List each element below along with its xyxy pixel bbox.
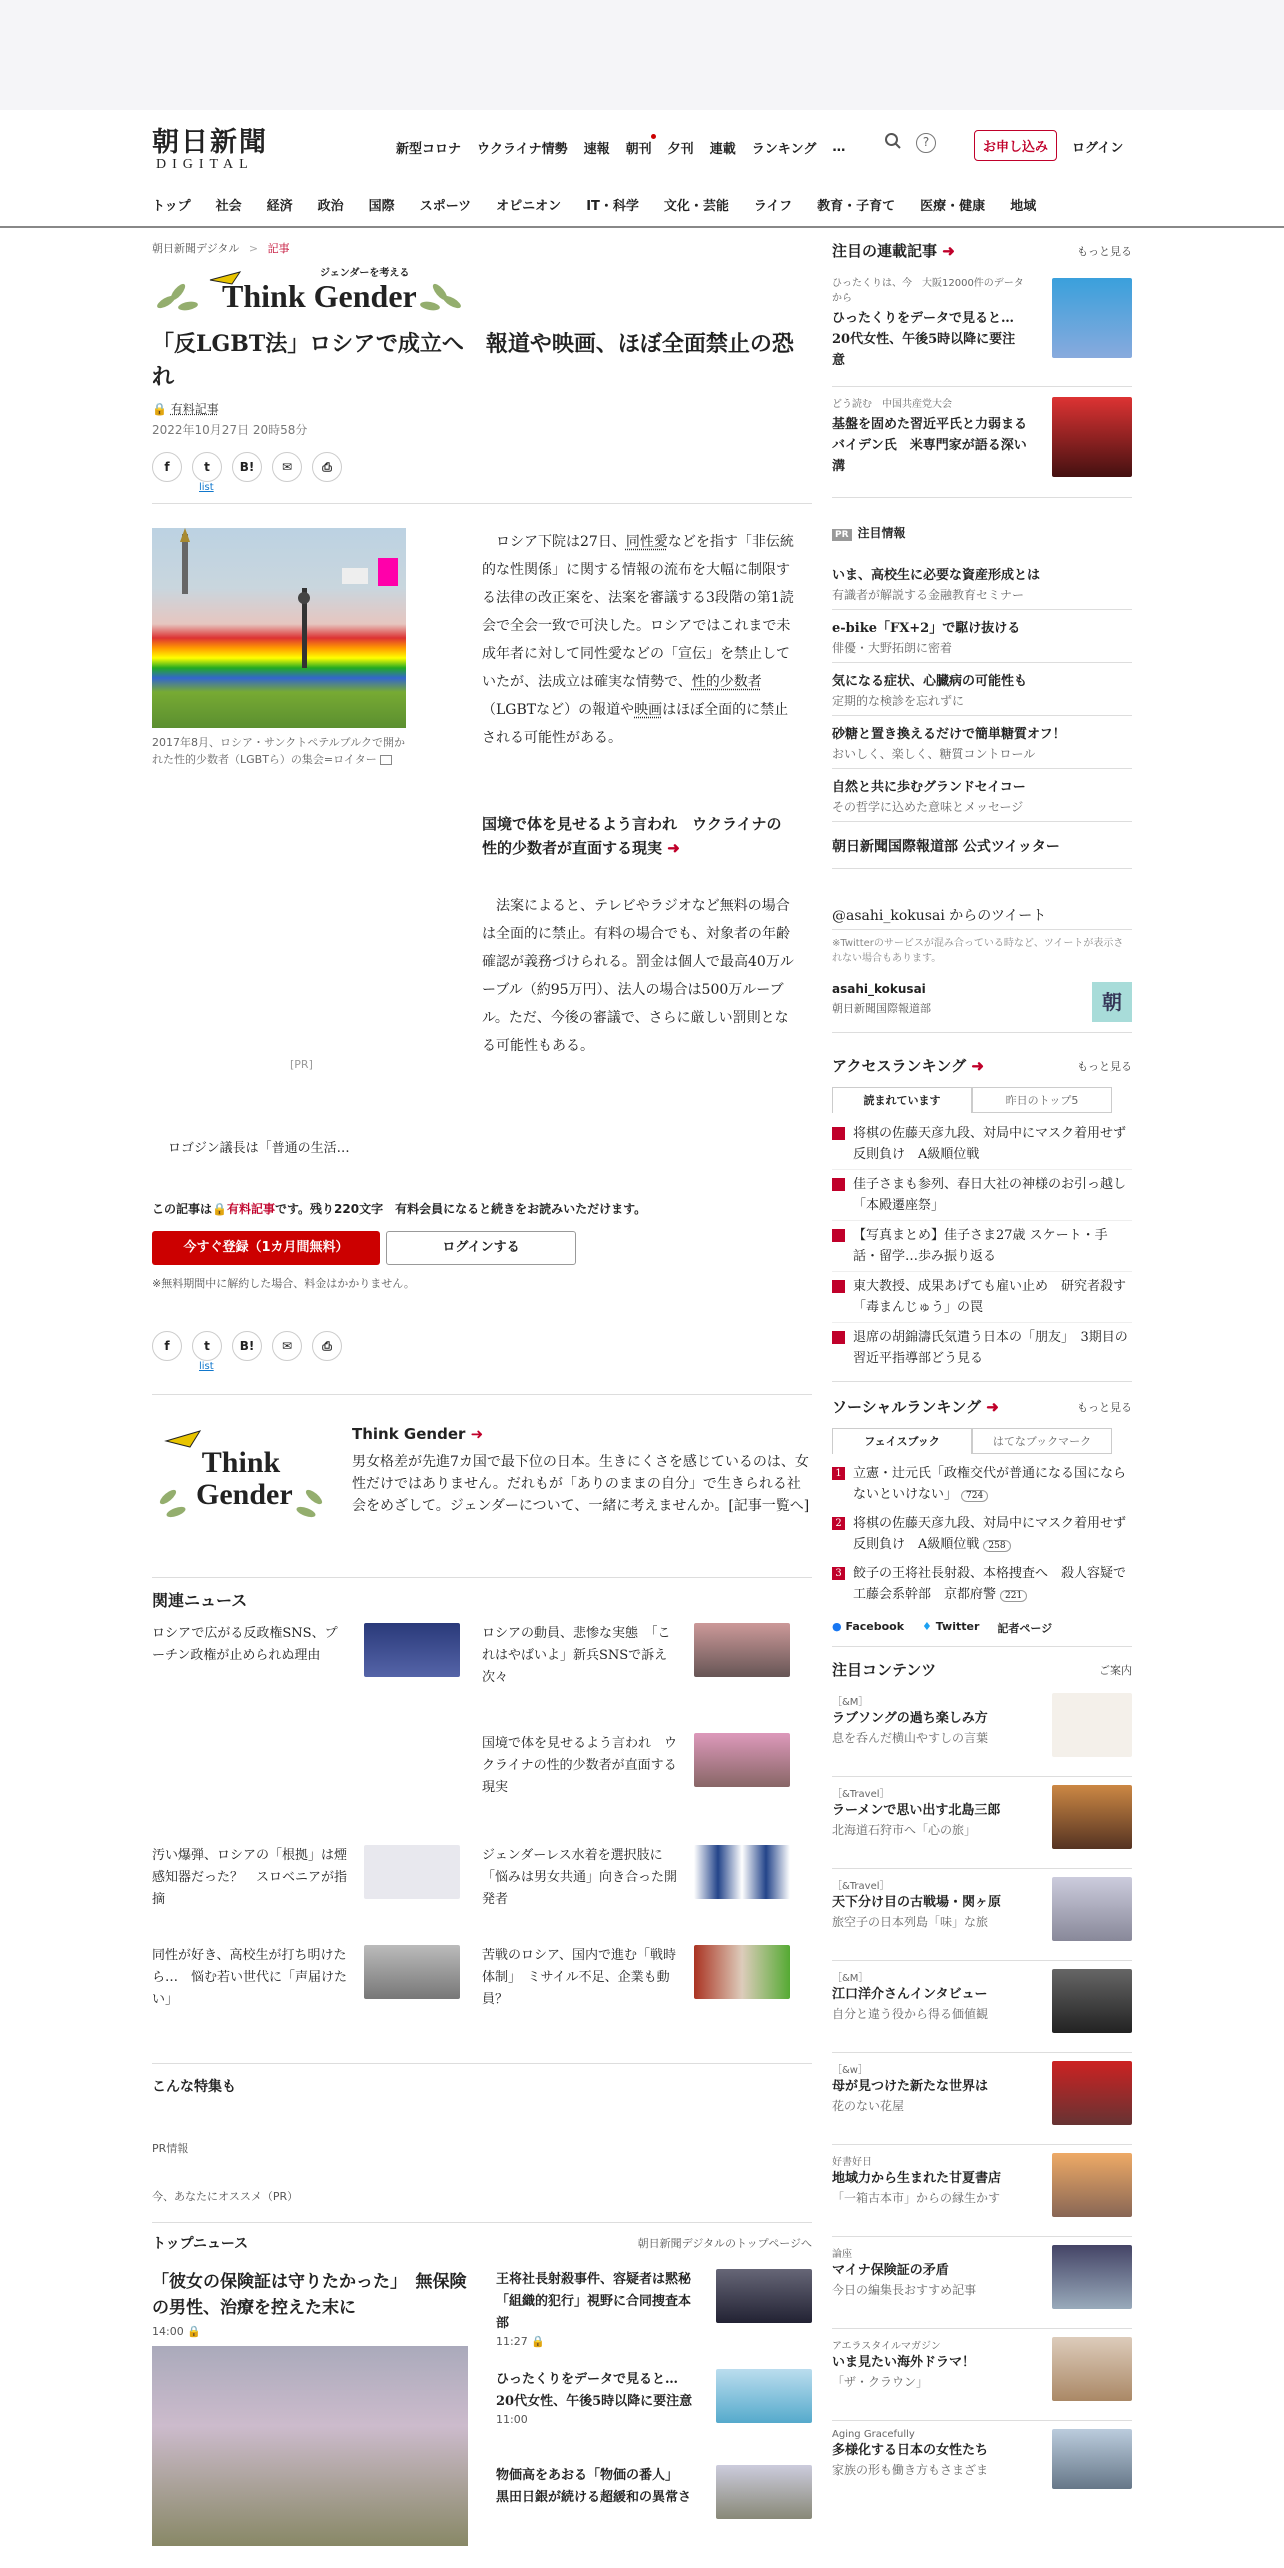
- cat-economy[interactable]: 経済: [266, 199, 293, 214]
- twitter-profile[interactable]: [832, 982, 1132, 1028]
- header-icons: [884, 132, 936, 154]
- series-thumb: [1052, 278, 1132, 358]
- nav-corona[interactable]: 新型コロナ: [396, 142, 462, 157]
- lock-icon: 🔒: [531, 2335, 545, 2348]
- pr-section-header: [832, 524, 1132, 541]
- share-count-badge: 258: [983, 1540, 1010, 1552]
- cat-sports[interactable]: スポーツ: [419, 199, 472, 214]
- para1-text-b: などを指す「非伝統的な性関係」に関する情報の流布を大幅に制限する法律の改正案を、法案を審議する3段階の第1読会で全会一致で可決した。ロシアではこれまで未成年者に対して同性愛などの「宣伝」を禁止していたが、法成立は確実な情勢で、: [482, 534, 794, 690]
- pr-item-desc: 有識者が解説する金融教育セミナー: [832, 588, 1025, 602]
- pr-section-title: 注目情報: [857, 526, 906, 540]
- pr-item-desc: 定期的な検診を忘れずに: [832, 694, 965, 708]
- nav-breaking[interactable]: 速報: [583, 142, 610, 157]
- tab-hatena[interactable]: はてなブックマーク: [972, 1428, 1112, 1454]
- think-gender-badge[interactable]: [156, 1417, 326, 1527]
- think-gender-link[interactable]: [352, 1425, 812, 1443]
- pr-item-title: いま、高校生に必要な資産形成とは: [832, 568, 1041, 583]
- top-news-item-title: ひったくりをデータで見ると… 20代女性、午後5時以降に要注意: [496, 2372, 693, 2409]
- top-news-main-time-text: 14:00: [152, 2325, 184, 2338]
- link-homosexuality[interactable]: 同性愛: [625, 534, 668, 550]
- access-more-link[interactable]: もっと見る: [1077, 1060, 1132, 1073]
- lock-icon: 🔒: [212, 1202, 227, 1216]
- ranking-item-title: 将棋の佐藤天彦九段、対局中にマスク着用せず反則負け A級順位戦: [853, 1126, 1127, 1162]
- divider: [832, 1381, 1132, 1382]
- teaser-text: ロゴジン議長は「普通の生活…: [168, 1141, 350, 1156]
- top-news-thumb[interactable]: [716, 2269, 812, 2323]
- related-news-item[interactable]: 汚い爆弾、ロシアの「根拠」は煙感知器だった？ スロベニアが指摘: [152, 1848, 348, 1907]
- ranking-item[interactable]: [832, 1170, 1132, 1221]
- pr-item-title: 砂糖と置き換えるだけで簡単糖質オフ！: [832, 727, 1066, 742]
- related-article-text: 国境で体を見せるよう言われ ウクライナの性的少数者が直面する現実: [482, 815, 782, 857]
- nav-ranking[interactable]: ランキング: [751, 142, 817, 157]
- top-news-item[interactable]: [496, 2369, 696, 2426]
- paid-article-label: [152, 400, 812, 417]
- arrow-right-icon: ➜: [986, 1398, 999, 1416]
- tab-facebook[interactable]: フェイスブック: [832, 1428, 972, 1454]
- para1-text-a: ロシア下院は27日、: [496, 534, 626, 550]
- top-ad-band: [0, 0, 1284, 110]
- recommend-label: 今、あなたにオススメ（PR）: [152, 2190, 299, 2203]
- content-item[interactable]: [832, 2053, 1132, 2145]
- top-news-main-title: 「彼女の保険証は守りたかった」 無保険の男性、治療を控えた末に: [152, 2272, 467, 2318]
- social-tabs: [832, 1428, 1132, 1454]
- ranking-item-title: 東大教授、成果あげても雇い止め 研究者殺す「毒まんじゅう」の罠: [853, 1279, 1127, 1315]
- series-title-text: 注目の連載記事: [832, 242, 938, 260]
- related-news-thumb[interactable]: [694, 1733, 790, 1787]
- top-nav: [396, 138, 845, 157]
- nav-ukraine[interactable]: ウクライナ情勢: [477, 142, 568, 157]
- related-news-thumb[interactable]: [364, 1945, 460, 1999]
- content-desc: 息を呑んだ横山やすしの言葉: [832, 1731, 989, 1745]
- top-news-title: トップニュース: [152, 2236, 249, 2252]
- content-thumb: [1052, 1785, 1132, 1849]
- cat-top[interactable]: トップ: [152, 199, 191, 214]
- hatena-bookmark-icon[interactable]: B!: [232, 1331, 262, 1361]
- hatena-bookmark-icon[interactable]: B!: [232, 452, 262, 482]
- pr-item[interactable]: [832, 716, 1132, 769]
- contents-header: [832, 1659, 1132, 1681]
- pr-item-desc: おいしく、楽しく、糖質コントロール: [832, 747, 1036, 761]
- related-article-link[interactable]: [482, 812, 796, 860]
- access-tabs: [832, 1087, 1132, 1113]
- link-movie[interactable]: 映画: [634, 702, 663, 718]
- rank-marker: [832, 1178, 845, 1191]
- content-kicker: 好書好日: [832, 2157, 872, 2168]
- link-sexual-minority[interactable]: 性的少数者: [691, 674, 762, 690]
- top-news-main[interactable]: [152, 2269, 468, 2546]
- related-news-grid: [152, 1623, 812, 2063]
- para1-text-d: はほぼ全面的に禁止される可能性がある。: [482, 702, 789, 746]
- access-ranking-list: [832, 1119, 1132, 1373]
- divider: [152, 2222, 812, 2223]
- facebook-link[interactable]: [832, 1620, 904, 1636]
- pr-icon: PR: [832, 529, 852, 541]
- divider: [832, 1646, 1132, 1647]
- related-news-item[interactable]: 苦戦のロシア、国内で進む「戦時体制」 ミサイル不足、企業も動員？: [482, 1948, 676, 2007]
- top-news-item[interactable]: [496, 2465, 696, 2509]
- content-thumb: [1052, 2429, 1132, 2489]
- divider: [832, 497, 1132, 498]
- paywall-paid-label: 有料記事: [226, 1202, 275, 1216]
- content-item[interactable]: [832, 2145, 1132, 2237]
- top-news-item[interactable]: [496, 2269, 705, 2348]
- pr-item-title: e-bike「FX+2」で駆け抜ける: [832, 621, 1021, 636]
- related-news-thumb[interactable]: [364, 1623, 460, 1677]
- para1-text-c: （LGBTなど）の報道や: [482, 702, 635, 718]
- content-item[interactable]: [832, 2237, 1132, 2329]
- twitter-widget-note: ※Twitterのサービスが混み合っている時など、ツイートが表示されない場合もあります。: [832, 938, 1124, 964]
- search-icon[interactable]: [884, 132, 902, 154]
- content-title: ラブソングの過ち楽しみ方: [832, 1711, 988, 1726]
- breadcrumb-separator: >: [248, 242, 259, 255]
- social-ranking-title-text: ソーシャルランキング: [832, 1398, 981, 1416]
- pr-item[interactable]: [832, 557, 1132, 610]
- content-kicker: Aging Gracefully: [832, 2429, 915, 2440]
- content-item[interactable]: [832, 1961, 1132, 2053]
- share-count-badge: 221: [1000, 1590, 1027, 1602]
- social-item-title: 餃子の王将社長射殺、本格捜査へ 殺人容疑で工藤会系幹部 京都府警: [853, 1566, 1127, 1602]
- content-kicker: ［&Travel］: [832, 1881, 890, 1892]
- content-thumb: [1052, 1693, 1132, 1757]
- content-desc: 「一箱古本市」からの縁生かす: [832, 2191, 1001, 2205]
- share-list-link[interactable]: list: [199, 1361, 214, 1372]
- contents-list: [832, 1685, 1132, 2491]
- caption-text: 2017年8月、ロシア・サンクトペテルブルクで開かれた性的少数者（LGBTら）の集会=ロイター: [152, 736, 406, 766]
- social-item-title: 将棋の佐藤天彦九段、対局中にマスク着用せず反則負け A級順位戦: [853, 1516, 1127, 1552]
- content-kicker: 論座: [832, 2249, 852, 2260]
- think-gender-badge-text: Think Gender: [196, 1446, 293, 1511]
- top-news-item-time-text: 11:27: [496, 2335, 528, 2348]
- mail-icon[interactable]: ✉: [272, 1331, 302, 1361]
- cat-society[interactable]: 社会: [215, 199, 242, 214]
- site-header: [0, 110, 1284, 220]
- cat-education[interactable]: 教育・子育て: [817, 199, 896, 214]
- ranking-item[interactable]: [832, 1272, 1132, 1323]
- social-item[interactable]: [832, 1560, 1132, 1610]
- pr-item-title: 気になる症状、心臓病の可能性も: [832, 674, 1028, 689]
- paid-label-text: 有料記事: [170, 402, 219, 416]
- ranking-item[interactable]: [832, 1221, 1132, 1272]
- ranking-item-title: 佳子さまも参列、春日大社の神様のお引っ越し「本殿遷座祭」: [853, 1177, 1127, 1213]
- top-news-item-time: [496, 2335, 696, 2348]
- twitter-icon: ♦: [922, 1620, 932, 1633]
- twitter-desc: 朝日新聞国際報道部: [832, 1002, 931, 1015]
- share-bar-top: [152, 452, 812, 482]
- series-headline: 基盤を固めた習近平氏と力弱まるバイデン氏 米専門家が語る深い溝: [832, 417, 1028, 474]
- help-icon[interactable]: ?: [916, 133, 936, 153]
- top-news-thumb[interactable]: [716, 2465, 812, 2519]
- top-news-header: [152, 2233, 812, 2257]
- content-title: 天下分け目の古戦場・関ヶ原: [832, 1895, 1002, 1910]
- cat-it-science[interactable]: IT・科学: [586, 199, 639, 214]
- lock-icon: 🔒: [187, 2325, 201, 2338]
- content-desc: 旅空子の日本列島「味」な旅: [832, 1915, 989, 1929]
- series-item[interactable]: [832, 395, 1132, 497]
- twitter-widget-title: 朝日新聞国際報道部 公式ツイッター: [832, 836, 1132, 869]
- cat-life[interactable]: ライフ: [753, 199, 793, 214]
- content-desc: 家族の形も働き方もさまざま: [832, 2463, 989, 2477]
- series-title[interactable]: [832, 242, 955, 260]
- nav-morning[interactable]: 朝刊: [626, 138, 652, 157]
- content-title: 地域力から生まれた甘夏書店: [832, 2171, 1002, 2186]
- series-kicker: ひったくりは、今 大阪12000件のデータから: [832, 278, 1024, 304]
- content-title: 多様化する日本の女性たち: [832, 2443, 989, 2458]
- related-news-thumb[interactable]: [694, 1845, 790, 1899]
- top-page-link[interactable]: 朝日新聞デジタルのトップページへ: [637, 2237, 812, 2250]
- related-news-title: 関連ニュース: [152, 1591, 248, 1610]
- content-desc: 北海道石狩市へ「心の旅」: [832, 1823, 977, 1837]
- twitter-share-icon[interactable]: t: [192, 1331, 222, 1361]
- pr-item[interactable]: [832, 663, 1132, 716]
- top-news-main-time: [152, 2325, 468, 2338]
- twitter-widget-from: @asahi_kokusai からのツイート: [832, 905, 1132, 930]
- content-desc: 自分と違う役から得る価値観: [832, 2007, 989, 2021]
- pr-label: [PR]: [290, 1058, 313, 1071]
- asahi-logo[interactable]: [152, 120, 268, 173]
- content-kicker: ［&M］: [832, 1973, 869, 1984]
- think-gender-title: Think Gender: [352, 1425, 466, 1443]
- social-item[interactable]: [832, 1460, 1132, 1510]
- nav-series[interactable]: 連載: [709, 142, 736, 157]
- content-title: いま見たい海外ドラマ！: [832, 2355, 976, 2370]
- content-item[interactable]: [832, 1685, 1132, 1777]
- rank-marker: [832, 1331, 845, 1344]
- article-title: 「反LGBT法」ロシアで成立へ 報道や映画、ほぼ全面禁止の恐れ: [152, 331, 794, 390]
- social-more-link[interactable]: もっと見る: [1077, 1401, 1132, 1414]
- facebook-icon: ●: [832, 1620, 842, 1633]
- pr-item[interactable]: [832, 769, 1132, 822]
- photo-caption: [152, 734, 412, 768]
- access-ranking-title-text: アクセスランキング: [832, 1057, 967, 1075]
- rank-marker: [832, 1280, 845, 1293]
- cat-opinion[interactable]: オピニオン: [496, 199, 562, 214]
- content-desc: 「ザ・クラウン」: [832, 2375, 929, 2389]
- ranking-item[interactable]: [832, 1323, 1132, 1373]
- paywall-text-a: この記事は: [152, 1202, 213, 1216]
- series-headline: ひったくりをデータで見ると…20代女性、午後5時以降に要注意: [832, 311, 1016, 368]
- social-item[interactable]: [832, 1510, 1132, 1560]
- cat-politics[interactable]: 政治: [317, 199, 344, 214]
- breadcrumb-current[interactable]: 記事: [267, 242, 290, 255]
- ranking-item[interactable]: [832, 1119, 1132, 1170]
- content-thumb: [1052, 2337, 1132, 2401]
- ranking-item-title: 【写真まとめ】佳子さま27歳 スケート・手話・留学…歩み振り返る: [853, 1228, 1108, 1264]
- related-news-item[interactable]: ジェンダーレス水着を選択肢に 「悩みは男女共通」向き合った開発者: [482, 1848, 678, 1907]
- related-news-item[interactable]: 国境で体を見せるよう言われ ウクライナの性的少数者が直面する現実: [482, 1736, 678, 1795]
- print-icon[interactable]: ⎙: [312, 1331, 342, 1361]
- social-ranking-list: [832, 1460, 1132, 1610]
- facebook-share-icon[interactable]: f: [152, 1331, 182, 1361]
- contents-guide-link[interactable]: ご案内: [1099, 1664, 1132, 1677]
- related-news-item[interactable]: ロシアの動員、悲惨な実態 「これはやばいよ」新兵SNSで訴え次々: [482, 1626, 671, 1685]
- top-news-item-title: 物価高をあおる「物価の番人」 黒田日銀が続ける超緩和の異常さ: [496, 2468, 692, 2505]
- mail-icon[interactable]: ✉: [272, 452, 302, 482]
- features-title: こんな特集も: [152, 2079, 236, 2095]
- pr-info-label: PR情報: [152, 2142, 189, 2155]
- sidebar: [832, 240, 1132, 2491]
- related-news-thumb[interactable]: [364, 1845, 460, 1899]
- tab-yesterday-top5[interactable]: 昨日のトップ5: [972, 1087, 1112, 1113]
- paywall-buttons: [152, 1231, 812, 1265]
- content-title: 江口洋介さんインタビュー: [832, 1987, 988, 2002]
- top-news-item-time: 11:00: [496, 2413, 528, 2426]
- divider: [832, 1032, 1132, 1033]
- think-gender-description: [352, 1451, 812, 1517]
- arrow-right-icon: ➜: [667, 839, 680, 857]
- trial-notice: ※無料期間中に解約した場合、料金はかかりません。: [152, 1277, 415, 1290]
- think-gender-wordmark: Think Gender: [222, 278, 417, 314]
- cat-international[interactable]: 国際: [368, 199, 395, 214]
- nav-evening[interactable]: 夕刊: [667, 142, 694, 157]
- rank-marker: 3: [832, 1567, 845, 1580]
- think-gender-subtitle: ジェンダーを考える: [320, 268, 410, 279]
- register-button[interactable]: 今すぐ登録（1カ月間無料）: [152, 1231, 380, 1265]
- content-item[interactable]: [832, 2329, 1132, 2421]
- article-body: [152, 528, 812, 1148]
- share-list-link[interactable]: list: [199, 482, 214, 493]
- related-news-thumb[interactable]: [694, 1623, 790, 1677]
- twitter-share-icon[interactable]: t: [192, 452, 222, 482]
- nav-more[interactable]: …: [832, 140, 846, 155]
- series-header: [832, 240, 1132, 266]
- twitter-link[interactable]: [922, 1620, 979, 1636]
- pr-item[interactable]: [832, 610, 1132, 663]
- divider: [152, 503, 812, 504]
- content-item[interactable]: [832, 2421, 1132, 2491]
- print-icon[interactable]: ⎙: [312, 452, 342, 482]
- arrow-right-icon: ➜: [971, 1057, 984, 1075]
- subscribe-button[interactable]: お申し込み: [974, 130, 1057, 161]
- top-news-main-photo[interactable]: [152, 2346, 468, 2546]
- twitter-username: asahi_kokusai: [832, 982, 926, 996]
- related-news-thumb[interactable]: [694, 1945, 790, 1999]
- paywall-message: [152, 1200, 812, 1217]
- pr-list: [832, 557, 1132, 822]
- paywall-text-b: です。残り220文字 有料会員になると続きをお読みいただけます。: [274, 1202, 647, 1216]
- related-news-item[interactable]: 同性が好き、高校生が打ち明けたら… 悩む若い世代に「声届けたい」: [152, 1948, 348, 2007]
- social-ranking-header: [832, 1396, 1132, 1418]
- expand-photo-icon[interactable]: [380, 755, 392, 765]
- paragraph-1: [482, 528, 796, 752]
- divider: [152, 2063, 812, 2064]
- tab-reading-now[interactable]: 読まれています: [832, 1087, 972, 1113]
- paragraph-2: 法案によると、テレビやラジオなど無料の場合は全面的に禁止。有料の場合でも、対象者の年齢確認が義務づけられる。罰金は個人で最高40万ルーブル（約95万円）、法人の場合は500万ルーブル。ただ、今後の審議で、さらに厳しい罰則となる可能性もある。: [482, 898, 794, 1054]
- access-ranking-header: [832, 1055, 1132, 1077]
- logo-jp: 朝日新聞: [152, 127, 268, 158]
- social-item-title: 立憲・辻元氏「政権交代が普通になる国にならないといけない」: [853, 1466, 1127, 1502]
- arrow-right-icon: ➜: [470, 1425, 484, 1443]
- cat-local[interactable]: 地域: [1010, 199, 1037, 214]
- twitter-link-text: Twitter: [935, 1620, 980, 1633]
- rank-marker: 2: [832, 1517, 845, 1530]
- social-ranking-title[interactable]: [832, 1398, 999, 1416]
- content-title: ラーメンで思い出す北島三郎: [832, 1803, 1001, 1818]
- content-kicker: アエラスタイルマガジン: [832, 2341, 941, 2352]
- think-gender-list-link[interactable]: [記事一覧へ]: [728, 1498, 810, 1514]
- series-thumb: [1052, 397, 1132, 477]
- pr-item-desc: 俳優・大野拓朗に密着: [832, 641, 953, 655]
- rank-marker: [832, 1229, 845, 1242]
- twitter-avatar: 朝: [1092, 982, 1132, 1022]
- rank-marker: 1: [832, 1467, 845, 1480]
- pr-item-desc: その哲学に込めた意味とメッセージ: [832, 800, 1024, 814]
- content-thumb: [1052, 2153, 1132, 2217]
- pr-item-title: 自然と共に歩むグランドセイコー: [832, 780, 1026, 795]
- published-date: 2022年10月27日 20時58分: [152, 423, 308, 437]
- divider: [152, 1394, 812, 1395]
- social-links: [832, 1620, 1132, 1636]
- content-desc: 今日の編集長おすすめ記事: [832, 2283, 977, 2297]
- think-gender-body: 男女格差が先進7カ国で最下位の日本。生きにくさを感じているのは、女性だけではありません。だれもが「ありのままの自分」で生きられる社会をめざして。ジェンダーについて、一緒に考えませんか。: [352, 1454, 809, 1514]
- cat-health[interactable]: 医療・健康: [920, 199, 986, 214]
- article-photo[interactable]: [152, 528, 406, 728]
- content-thumb: [1052, 2061, 1132, 2125]
- related-news-item[interactable]: ロシアで広がる反政権SNS、プーチン政権が止められぬ理由: [152, 1626, 338, 1663]
- content-kicker: ［&Travel］: [832, 1789, 890, 1800]
- arrow-right-icon: ➜: [942, 242, 955, 260]
- content-kicker: ［&M］: [832, 1697, 869, 1708]
- divider: [152, 1577, 812, 1578]
- login-link[interactable]: ログイン: [1072, 141, 1124, 156]
- facebook-share-icon[interactable]: f: [152, 452, 182, 482]
- think-gender-logo[interactable]: [152, 262, 482, 322]
- access-ranking-title[interactable]: [832, 1057, 984, 1075]
- logo-en: DIGITAL: [156, 157, 254, 172]
- divider: [832, 386, 1132, 387]
- top-news: [152, 2269, 812, 2549]
- cat-culture[interactable]: 文化・芸能: [663, 199, 729, 214]
- content-title: マイナ保険証の矛盾: [832, 2263, 949, 2278]
- header-divider: [0, 226, 1284, 228]
- top-news-item-title: 王将社長射殺事件、容疑者は黙秘 「組織的犯行」視野に合同捜査本部: [496, 2272, 705, 2331]
- facebook-link-text: Facebook: [845, 1620, 905, 1633]
- content-title: 母が見つけた新たな世界は: [832, 2079, 989, 2094]
- login-button[interactable]: ログインする: [386, 1231, 576, 1265]
- content-item[interactable]: [832, 1869, 1132, 1961]
- contents-title: 注目コンテンツ: [832, 1661, 937, 1679]
- breadcrumb: [152, 240, 812, 256]
- content-kicker: ［&w］: [832, 2065, 868, 2076]
- reporter-page-link[interactable]: 記者ページ: [997, 1622, 1053, 1635]
- ranking-item-title: 退席の胡錦濤氏気遣う日本の「朋友」 3期目の習近平指導部どう見る: [853, 1330, 1128, 1366]
- top-news-thumb[interactable]: [716, 2369, 812, 2423]
- series-kicker: どう読む 中国共産党大会: [832, 399, 952, 410]
- series-item[interactable]: [832, 274, 1132, 386]
- breadcrumb-home[interactable]: 朝日新聞デジタル: [152, 242, 240, 255]
- content-desc: 花のない花屋: [832, 2099, 905, 2113]
- think-gender-box: [152, 1413, 812, 1573]
- content-thumb: [1052, 1877, 1132, 1941]
- series-more-link[interactable]: もっと見る: [1077, 245, 1132, 258]
- content-thumb: [1052, 2245, 1132, 2309]
- main-column: [152, 240, 812, 2549]
- category-nav: [152, 195, 1061, 214]
- content-thumb: [1052, 1969, 1132, 2033]
- rank-marker: [832, 1127, 845, 1140]
- content-item[interactable]: [832, 1777, 1132, 1869]
- share-bar-bottom: [152, 1331, 812, 1361]
- lock-icon: 🔒: [152, 402, 167, 416]
- share-count-badge: 724: [961, 1490, 988, 1502]
